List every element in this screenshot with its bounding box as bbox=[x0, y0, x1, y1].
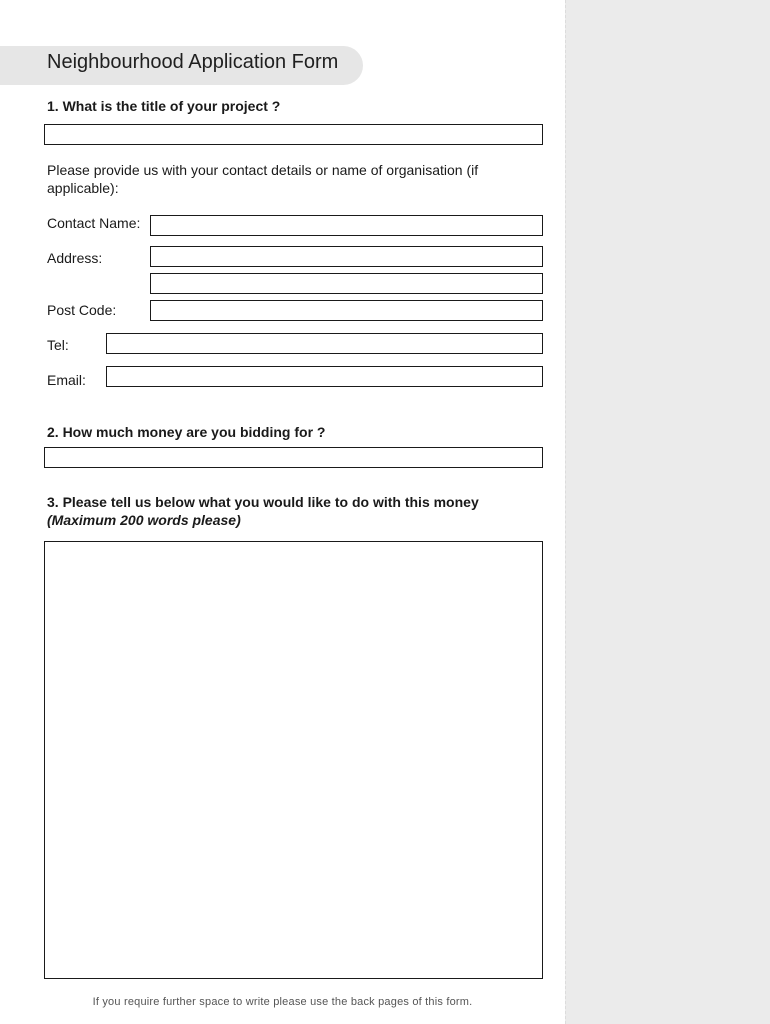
bid-amount-input[interactable] bbox=[44, 447, 543, 468]
project-title-input[interactable] bbox=[44, 124, 543, 145]
email-label: Email: bbox=[47, 372, 86, 388]
address-line-2-input[interactable] bbox=[150, 273, 543, 294]
question-3-label: 3. Please tell us below what you would like to do with this money bbox=[47, 494, 479, 510]
side-panel bbox=[565, 0, 770, 1024]
post-code-label: Post Code: bbox=[47, 302, 117, 318]
question-2-label: 2. How much money are you bidding for ? bbox=[47, 424, 326, 440]
contact-name-input[interactable] bbox=[150, 215, 543, 236]
footer-note: If you require further space to write please use the back pages of this form. bbox=[92, 996, 473, 1008]
address-line-1-input[interactable] bbox=[150, 246, 543, 267]
tel-input[interactable] bbox=[106, 333, 543, 354]
tel-label: Tel: bbox=[47, 337, 69, 353]
contact-intro-line-2: applicable): bbox=[47, 180, 119, 196]
project-description-textarea[interactable] bbox=[44, 541, 543, 979]
question-1-label: 1. What is the title of your project ? bbox=[47, 98, 281, 114]
form-title: Neighbourhood Application Form bbox=[47, 51, 339, 73]
address-label: Address: bbox=[47, 250, 103, 266]
post-code-input[interactable] bbox=[150, 300, 543, 321]
question-3-hint: (Maximum 200 words please) bbox=[47, 512, 241, 528]
contact-name-label: Contact Name: bbox=[47, 215, 141, 231]
contact-intro-line-1: Please provide us with your contact details or name of organisation (if bbox=[47, 162, 479, 178]
email-input[interactable] bbox=[106, 366, 543, 387]
